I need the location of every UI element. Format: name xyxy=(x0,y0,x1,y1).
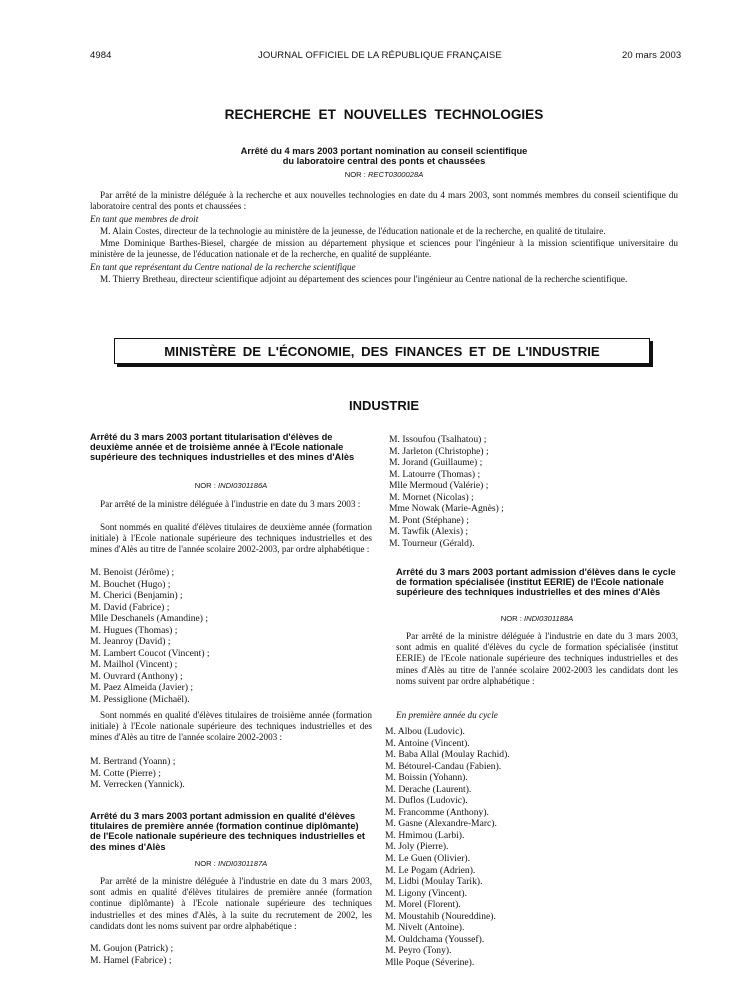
arrete-title-line1: Arrêté du 4 mars 2003 portant nomination au conseil scientifique xyxy=(240,146,528,156)
list-item: M. Cotte (Pierre) ; xyxy=(90,767,161,779)
list-item: M. Tawfik (Alexis) ; xyxy=(389,526,469,538)
list-item: M. Jorand (Guillaume) ; xyxy=(389,457,483,469)
page-number: 4984 xyxy=(90,50,112,61)
list-item: M. Ouldchama (Youssef). xyxy=(385,933,485,945)
list-item: Mlle Mermoud (Valérie) ; xyxy=(389,480,489,492)
list-item: M. Bouchet (Hugo) ; xyxy=(90,578,171,590)
name-list xyxy=(90,943,372,966)
list-item: M. Bertrand (Yoann) ; xyxy=(90,756,176,767)
list-item: M. Lambert Coucot (Vincent) ; xyxy=(90,647,210,659)
member-entry: M. Alain Costes, directeur de la technologie au ministère de la jeunesse, de l'éducation nationale et de la recherche, en qualité de titulaire. xyxy=(100,226,606,236)
arrete-title: Arrêté du 3 mars 2003 portant titularisation d'élèves de deuxième année et de troisième année à l'Ecole nationale supérieure des techniques industrielles et des mines d'Alès xyxy=(90,432,355,463)
subheading-cnrs: En tant que représentant du Centre national de la recherche scientifique xyxy=(90,262,356,272)
list-item: M. Bétourel-Candau (Fabien). xyxy=(385,760,502,772)
arrete-title-line2: du laboratoire central des ponts et chaussées xyxy=(282,156,486,166)
ministry-box xyxy=(114,338,650,364)
list-item: M. Verrecken (Yannick). xyxy=(90,779,185,791)
list-item: M. Benoist (Jérôme) ; xyxy=(90,567,175,578)
body-paragraph: Sont nommés en qualité d'élèves titulaires de deuxième année (formation initiale) à l'Ecole nationale supérieure des techniques industrielles et des mines d'Alès au titre de l'année scolaire 2002-2003, par ordre alphabétique : xyxy=(90,522,372,555)
list-item: M. Ouvrard (Anthony) ; xyxy=(90,670,183,682)
list-item: M. Antoine (Vincent). xyxy=(385,737,470,749)
list-item: M. Gasne (Alexandre-Marc). xyxy=(385,818,497,830)
list-item: M. Hamel (Fabrice) ; xyxy=(90,954,172,966)
list-item: Mlle Deschanels (Amandine) ; xyxy=(90,613,209,625)
list-item: M. Tourneur (Gérald). xyxy=(389,537,475,549)
list-item: M. Nivelt (Antoine). xyxy=(385,922,465,934)
subheading-premiere-annee: En première année du cycle xyxy=(396,710,498,720)
intro-paragraph: Par arrêté de la ministre déléguée à l'industrie en date du 3 mars 2003, sont admis en qualité d'élèves du cycle de formation spécialisée (institut EERIE) de l'Ecole nationale supérieure des techniques industrielles et des mines d'Alès au titre de l'année scolaire 2002-2003 les candidats dont les noms suivent par ordre alphabétique : xyxy=(396,631,678,686)
section-heading: RECHERCHE ET NOUVELLES TECHNOLOGIES xyxy=(224,107,544,122)
list-item: M. Boissin (Yohann). xyxy=(385,772,468,784)
list-item: M. Moustahib (Noureddine). xyxy=(385,910,496,922)
list-item: M. Le Guen (Olivier). xyxy=(385,853,470,865)
list-item: M. Baba Allal (Moulay Rachid). xyxy=(385,749,510,761)
list-item: M. Duflos (Ludovic). xyxy=(385,795,468,807)
intro-paragraph: Par arrêté de la ministre déléguée à l'industrie en date du 3 mars 2003, sont admis en qualité d'élèves titulaires de première année (formation continue diplômante) à l'Ecole nationale supérieure des techniques industrielles et des mines d'Alès, à la suite du recrutement de 2002, les candidats dont les noms suivent par ordre alphabétique : xyxy=(90,876,372,931)
subheading-membres-droit: En tant que membres de droit xyxy=(90,214,199,224)
name-list xyxy=(90,756,372,791)
arrete-title: Arrêté du 3 mars 2003 portant admission en qualité d'élèves titulaires de première année (formation continue diplômante) de l'Ecole nationale supérieure des techniques industrielles et des mines d'Alès xyxy=(90,811,366,852)
list-item: M. Joly (Pierre). xyxy=(385,841,449,853)
list-item: M. Goujon (Patrick) ; xyxy=(90,943,174,954)
list-item: M. Cherici (Benjamin) ; xyxy=(90,590,183,602)
nor-reference: NOR : INDI0301187A xyxy=(194,859,268,868)
list-item: M. David (Fabrice) ; xyxy=(90,601,170,613)
journal-title: JOURNAL OFFICIEL DE LA RÉPUBLIQUE FRANÇAISE xyxy=(258,50,502,61)
name-list xyxy=(389,434,678,549)
list-item: M. Derache (Laurent). xyxy=(385,783,472,795)
industrie-heading: INDUSTRIE xyxy=(348,398,420,413)
list-item: M. Jarleton (Christophe) ; xyxy=(389,445,489,457)
member-entry: Mme Dominique Barthes-Biesel, chargée de mission au département physique et sciences pour l'ingénieur à la mission scientifique universitaire du ministère de la jeunesse, de l'éducation nationale et de la recherche, en qualité de suppléante. xyxy=(90,238,678,260)
list-item: M. Albou (Ludovic). xyxy=(385,726,465,737)
list-item: M. Mailhol (Vincent) ; xyxy=(90,659,178,671)
name-list xyxy=(90,567,372,706)
list-item: M. Peyro (Tony). xyxy=(385,945,452,957)
list-item: M. Le Pogam (Adrien). xyxy=(385,864,476,876)
header-date: 20 mars 2003 xyxy=(622,50,682,61)
list-item: Mme Nowak (Marie-Agnès) ; xyxy=(389,503,504,515)
list-item: M. Pessiglione (Michaël). xyxy=(90,694,190,706)
nor-reference: NOR : INDI0301186A xyxy=(194,481,268,490)
arrete-title: Arrêté du 3 mars 2003 portant admission d'élèves dans le cycle de formation spécialisée (institut EERIE) de l'Ecole nationale supérieure des techniques industrielles et des mines d'Alès xyxy=(396,567,676,598)
ministry-name: MINISTÈRE DE L'ÉCONOMIE, DES FINANCES ET DE L'INDUSTRIE xyxy=(164,343,600,359)
list-item: M. Morel (Florent). xyxy=(385,899,461,911)
intro-paragraph: Par arrêté de la ministre déléguée à la recherche et aux nouvelles technologies en date du 4 mars 2003, sont nommés membres du conseil scientifique du laboratoire central des ponts et chaussées : xyxy=(90,190,678,212)
list-item: M. Ligony (Vincent). xyxy=(385,887,468,899)
list-item: M. Jeanroy (David) ; xyxy=(90,636,171,648)
list-item: M. Issoufou (Tsalhatou) ; xyxy=(389,434,487,445)
list-item: Mlle Poque (Séverine). xyxy=(385,956,475,968)
nor-reference: NOR : INDI0301188A xyxy=(500,614,574,623)
intro-paragraph: Par arrêté de la ministre déléguée à l'industrie en date du 3 mars 2003 : xyxy=(100,499,361,509)
name-list xyxy=(385,726,678,968)
list-item: M. Mornet (Nicolas) ; xyxy=(389,491,474,503)
list-item: M. Paez Almeida (Javier) ; xyxy=(90,682,194,694)
member-entry: M. Thierry Bretheau, directeur scientifique adjoint au département des sciences pour l'ingénieur au Centre national de la recherche scientifique. xyxy=(100,274,628,284)
list-item: M. Latourre (Thomas) ; xyxy=(389,468,481,480)
list-item: M. Hmimou (Larbi). xyxy=(385,829,465,841)
list-item: M. Hugues (Thomas) ; xyxy=(90,624,178,636)
list-item: M. Pont (Stéphane) ; xyxy=(389,514,469,526)
list-item: M. Lidbi (Moulay Tarik). xyxy=(385,876,483,888)
list-item: M. Francomme (Anthony). xyxy=(385,806,489,818)
body-paragraph: Sont nommés en qualité d'élèves titulaires de troisième année (formation initiale) à l'Ecole nationale supérieure des techniques industrielles et des mines d'Alès au titre de l'année scolaire 2002-2003 : xyxy=(90,710,372,743)
nor-reference: NOR : RECT0300028A xyxy=(344,170,424,179)
